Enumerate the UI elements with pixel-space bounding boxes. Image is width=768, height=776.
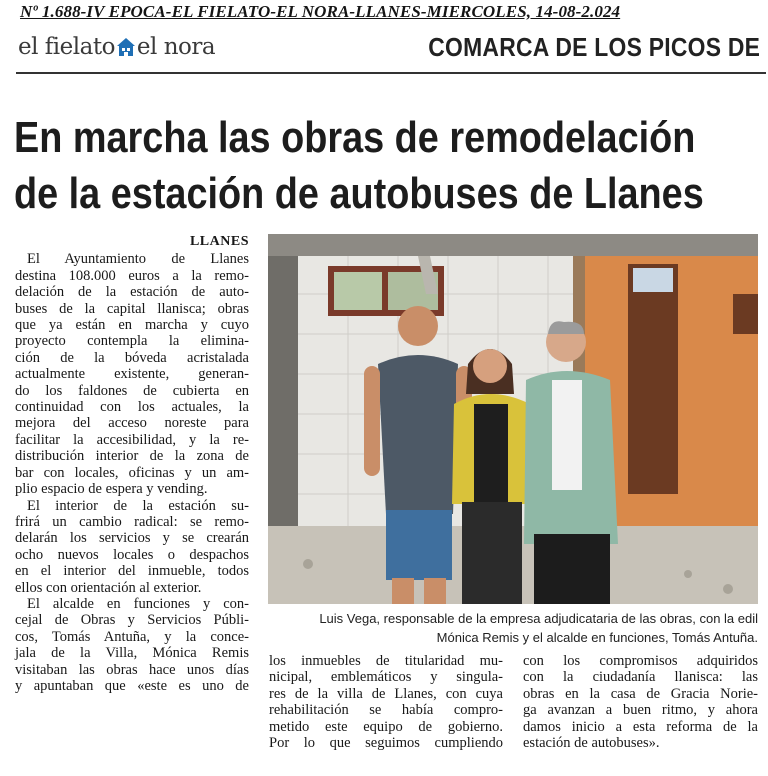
text-line: cejal de Obras y Servicios Públi- xyxy=(15,612,249,629)
text-line: actualmente existente, generan- xyxy=(15,366,249,383)
text-line: con la ciudadanía llanisca: las xyxy=(523,669,758,686)
text-line: y apuntaban que «este es uno de xyxy=(15,677,249,694)
section-title: COMARCA DE LOS PICOS DE xyxy=(428,32,760,62)
text-line: rehabilitación se había compro- xyxy=(269,702,503,719)
text-line: El Ayuntamiento de Llanes xyxy=(27,251,249,268)
text-line: res de la villa de Llanes, con cuya xyxy=(269,685,503,702)
text-line: distribución interior de la zona de xyxy=(15,448,249,465)
text-line: proyecto contempla la elimina- xyxy=(15,333,249,350)
photo-caption xyxy=(268,609,758,647)
text-line: do los faldones de cubierta en xyxy=(15,382,249,399)
text-line: en el interior del inmueble, todos xyxy=(15,563,249,580)
article-headline xyxy=(14,110,754,222)
headline-line: En marcha las obras de remodelación xyxy=(14,113,696,162)
caption-line: Mónica Remis y el alcalde en funciones, Tomás Antuña. xyxy=(436,630,758,645)
text-line: que ya están en marcha y cuyo xyxy=(15,317,249,334)
text-line: obras en la casa de Gracia Norie- xyxy=(523,685,758,702)
article-column-1 xyxy=(15,234,249,694)
headline-line: de la estación de autobuses de Llanes xyxy=(14,169,704,218)
byline: LLANES xyxy=(189,234,249,249)
text-line: continuidad con los actuales, la xyxy=(15,399,249,416)
text-line: ellos con orientación al exterior. xyxy=(15,579,202,596)
text-line: destina 108.000 euros a la remo- xyxy=(15,267,249,284)
paragraph xyxy=(15,251,249,497)
paragraph xyxy=(269,653,503,751)
text-line: cos, Tomás Antuña, y la conce- xyxy=(15,628,249,645)
text-line: nicipal, emblemáticos y singula- xyxy=(269,669,503,686)
edition-line: Nº 1.688-IV EPOCA-EL FIELATO-EL NORA-LLANES-MIERCOLES, 14-08-2.024 xyxy=(20,2,621,21)
text-line: delación de la estación de auto- xyxy=(15,284,249,301)
text-line: con los compromisos adquiridos xyxy=(523,653,758,669)
text-line: jala de la Villa, Mónica Remis xyxy=(15,645,249,662)
text-line: ocho nuevos locales o despachos xyxy=(15,546,249,563)
text-line: damos inicio a esta reforma de la xyxy=(523,718,758,735)
text-line: mejora del acceso noreste para xyxy=(15,415,249,432)
paragraph xyxy=(15,596,249,694)
logo-left-text: el fielato xyxy=(18,34,115,60)
text-line: delarán los servicios y se crearán xyxy=(15,530,249,547)
text-line: ción de la bóveda acristalada xyxy=(15,349,249,366)
construction-site-photo xyxy=(268,234,758,604)
text-line: plio espacio de espera y vending. xyxy=(15,481,208,498)
text-line: visitaban las obras hace unos días xyxy=(15,661,249,678)
article-column-3 xyxy=(523,653,758,751)
text-line: buses de la capital llanisca; obras xyxy=(15,300,249,317)
paragraph xyxy=(15,498,249,596)
masthead xyxy=(16,30,766,74)
text-line: bar con locales, oficinas y un am- xyxy=(15,464,249,481)
text-line: El interior de la estación su- xyxy=(27,497,249,514)
text-line: los inmuebles de titularidad mu- xyxy=(269,653,503,669)
article-column-2 xyxy=(269,653,503,751)
article-photo xyxy=(268,234,758,604)
header-rule xyxy=(16,72,766,74)
text-line: frirá un cambio radical: se remo- xyxy=(15,513,249,530)
text-line: ga avanzan a buen ritmo, y ahora xyxy=(523,702,758,719)
text-line: El alcalde en funciones y con- xyxy=(27,595,249,612)
paragraph xyxy=(523,653,758,751)
text-line: estación de autobuses». xyxy=(523,735,660,752)
text-line: Por lo que seguimos cumpliendo xyxy=(269,735,503,752)
text-line: facilitar la accesibilidad, y la re- xyxy=(15,431,249,448)
logo-right-text: el nora xyxy=(136,34,216,60)
newspaper-logo[interactable] xyxy=(18,34,215,63)
text-line: metido este equipo de gobierno. xyxy=(269,718,503,735)
house-logo-icon xyxy=(116,37,136,63)
caption-line: Luis Vega, responsable de la empresa adjudicataria de las obras, con la edil xyxy=(319,611,758,626)
